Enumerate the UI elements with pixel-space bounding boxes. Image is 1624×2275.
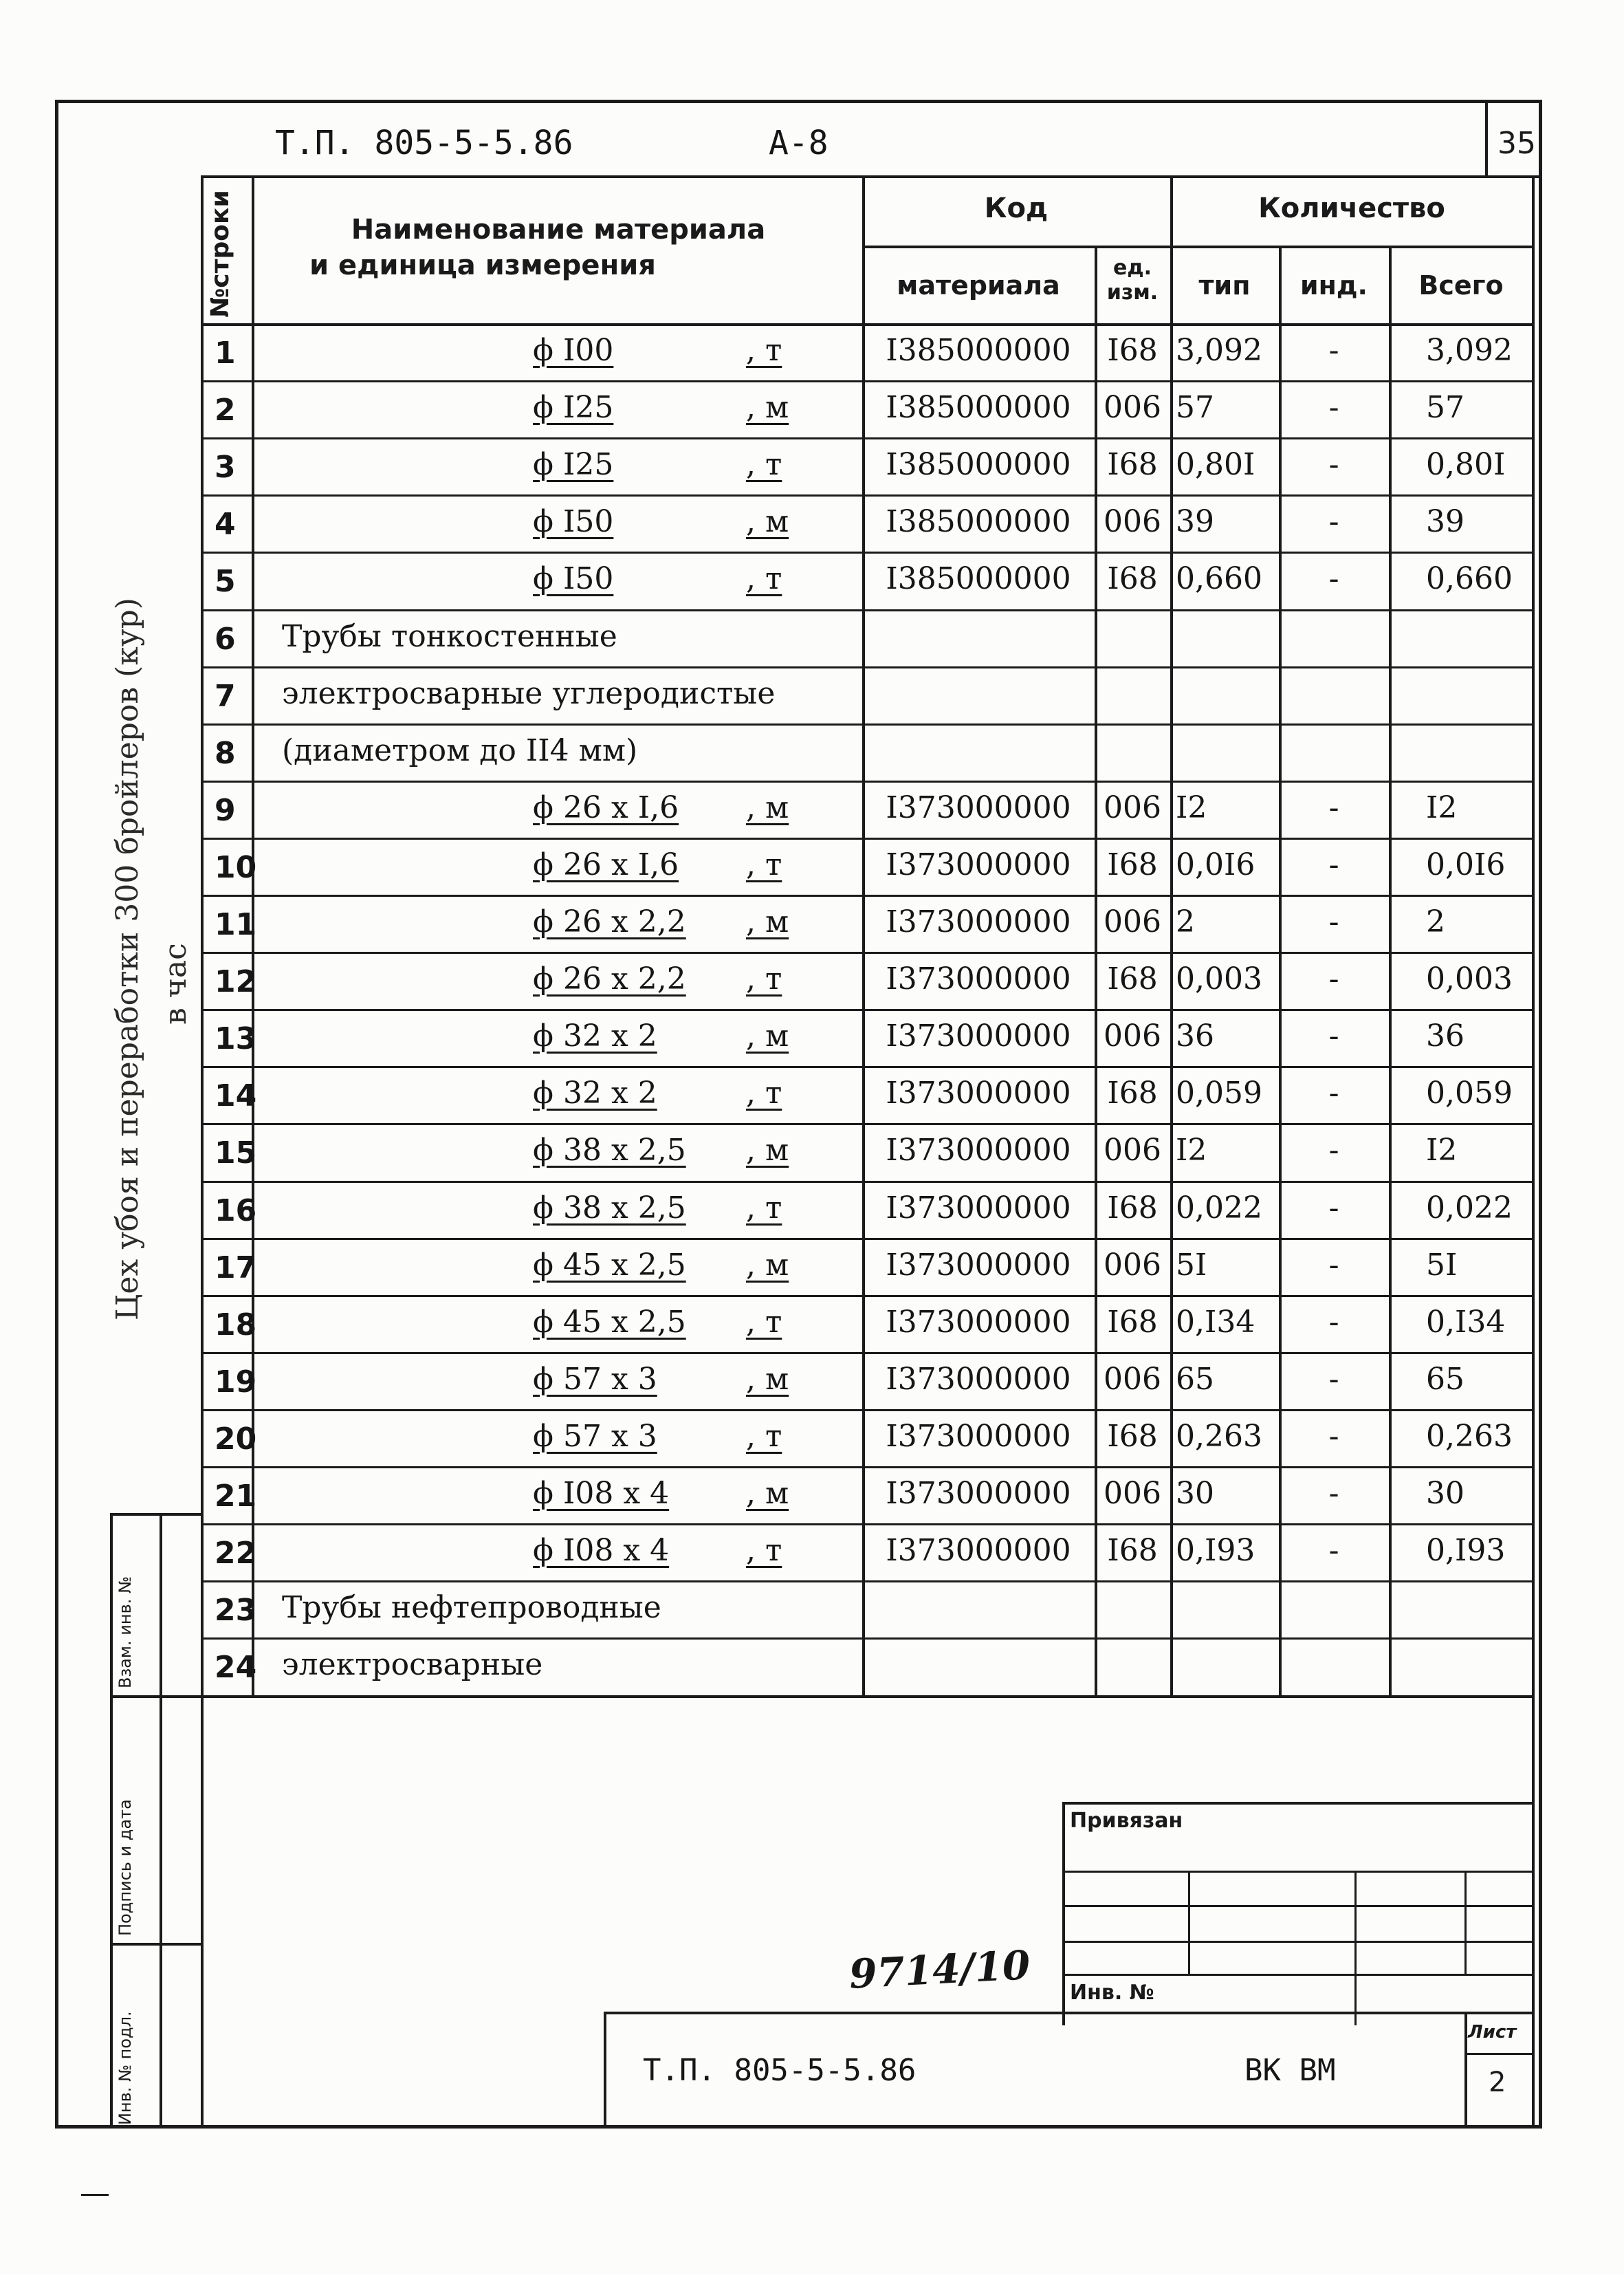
row-line (201, 609, 1533, 611)
row-material-code: I385000000 (886, 561, 1071, 596)
row-heading: Трубы нефтепроводные (282, 1590, 661, 1625)
row-number: 2 (215, 393, 236, 428)
table-top-border (201, 175, 1542, 178)
row-line (201, 1637, 1533, 1640)
row-line (201, 552, 1533, 554)
row-unit-code: I68 (1107, 561, 1158, 596)
row-qty-typ: 65 (1176, 1362, 1214, 1397)
stamp-inv-podl: Инв. № подл. (116, 2011, 135, 2125)
row-unit-code: 006 (1104, 1019, 1161, 1054)
stamp-vzam-inv: Взам. инв. № (116, 1576, 135, 1688)
row-qty-typ: I2 (1176, 790, 1207, 825)
row-line (201, 1295, 1533, 1297)
row-qty-total: 0,059 (1426, 1076, 1513, 1111)
row-unit-code: 006 (1104, 790, 1161, 825)
row-line (201, 723, 1533, 726)
row-unit: , т (746, 1305, 782, 1340)
stamp-strip-right (160, 1513, 162, 2129)
row-qty-ind: - (1328, 447, 1339, 482)
col-header-material: материала (897, 270, 1060, 301)
row-unit: , т (746, 961, 782, 997)
row-qty-total: 65 (1426, 1362, 1464, 1397)
table-right-border (1532, 175, 1535, 2129)
row-name: ϕ I50 (533, 561, 614, 596)
row-number: 21 (215, 1479, 257, 1514)
row-material-code: I373000000 (886, 1533, 1071, 1568)
row-number: 20 (215, 1422, 257, 1457)
col-header-row-no (206, 173, 234, 318)
row-qty-total: 0,80I (1426, 447, 1506, 482)
col-header-name (256, 212, 861, 283)
row-qty-total: 2 (1426, 904, 1445, 939)
row-name: ϕ 38 x 2,5 (533, 1133, 686, 1168)
row-qty-total: I2 (1426, 790, 1458, 825)
header-sub-line (862, 246, 1533, 248)
row-unit-code: 006 (1104, 390, 1161, 425)
sheet-label: Лист (1468, 2022, 1517, 2043)
row-line (201, 1238, 1533, 1240)
row-number: 11 (215, 907, 257, 942)
col-header-unit-code-line2: изм. (1106, 281, 1159, 305)
row-qty-typ: 0,660 (1176, 561, 1262, 596)
row-number: 12 (215, 964, 257, 999)
row-qty-ind: - (1328, 847, 1339, 882)
row-material-code: I373000000 (886, 904, 1071, 939)
row-qty-typ: I2 (1176, 1133, 1207, 1168)
row-line (201, 1181, 1533, 1183)
title-grid-3 (1062, 1941, 1533, 1943)
stamp-div-2 (110, 1943, 201, 1946)
row-material-code: I385000000 (886, 447, 1071, 482)
row-unit-code: 006 (1104, 1476, 1161, 1511)
row-name: ϕ 32 x 2 (533, 1019, 657, 1054)
row-qty-ind: - (1328, 1419, 1339, 1454)
row-name: ϕ 26 x 2,2 (533, 904, 686, 939)
row-heading: Трубы тонкостенные (282, 619, 617, 654)
stamp-strip-left (110, 1513, 113, 2129)
row-number: 17 (215, 1250, 257, 1285)
row-unit-code: 006 (1104, 1362, 1161, 1397)
row-unit: , т (746, 1076, 782, 1111)
row-material-code: I373000000 (886, 1476, 1071, 1511)
row-line (201, 323, 1533, 325)
row-number: 6 (215, 622, 236, 657)
title-grid-v1 (1188, 1871, 1190, 1974)
col-header-typ: тип (1198, 270, 1251, 301)
row-number: 24 (215, 1650, 257, 1685)
row-number: 15 (215, 1135, 257, 1171)
row-line (201, 666, 1533, 668)
row-qty-ind: - (1328, 790, 1339, 825)
row-material-code: I373000000 (886, 1019, 1071, 1054)
row-qty-ind: - (1328, 1476, 1339, 1511)
row-name: ϕ 45 x 2,5 (533, 1305, 686, 1340)
row-number: 22 (215, 1536, 257, 1571)
row-qty-typ: 2 (1176, 904, 1195, 939)
row-qty-ind: - (1328, 333, 1339, 368)
row-line (201, 494, 1533, 497)
col-header-total: Всего (1418, 270, 1504, 301)
row-material-code: I373000000 (886, 1133, 1071, 1168)
row-number: 16 (215, 1193, 257, 1228)
row-line (201, 1123, 1533, 1125)
row-qty-total: 5I (1426, 1248, 1458, 1283)
row-qty-total: 36 (1426, 1019, 1464, 1054)
footer-section: ВК ВМ (1244, 2053, 1336, 2088)
row-unit: , т (746, 1190, 782, 1226)
sheet-number: 2 (1489, 2067, 1506, 2098)
row-heading: электросварные углеродистые (282, 676, 776, 711)
row-number: 1 (215, 336, 236, 371)
title-grid-v2 (1354, 1871, 1357, 2025)
sheet-label-line (1464, 2053, 1533, 2055)
page-number: 35 (1497, 126, 1536, 161)
row-qty-ind: - (1328, 961, 1339, 997)
row-name: ϕ I08 x 4 (533, 1476, 670, 1511)
row-qty-typ: 0,022 (1176, 1190, 1262, 1226)
row-material-code: I373000000 (886, 1190, 1071, 1226)
inv-no-label: Инв. № (1070, 1981, 1154, 2005)
title-grid-2 (1062, 1905, 1533, 1907)
row-qty-typ: 0,I34 (1176, 1305, 1255, 1340)
row-number: 14 (215, 1078, 257, 1113)
row-unit-code: I68 (1107, 447, 1158, 482)
row-unit-code: I68 (1107, 333, 1158, 368)
row-unit: , м (746, 1248, 789, 1283)
row-unit-code: I68 (1107, 1190, 1158, 1226)
row-number: 19 (215, 1364, 257, 1400)
row-qty-ind: - (1328, 1533, 1339, 1568)
row-qty-ind: - (1328, 1248, 1339, 1283)
row-unit: , т (746, 333, 782, 368)
row-unit: , т (746, 561, 782, 596)
row-qty-ind: - (1328, 1076, 1339, 1111)
row-unit-code: I68 (1107, 961, 1158, 997)
row-qty-typ: 0,0I6 (1176, 847, 1255, 882)
row-qty-typ: 36 (1176, 1019, 1214, 1054)
col-header-quantity: Количество (1258, 193, 1445, 224)
row-name: ϕ I50 (533, 504, 614, 539)
stamp-div-1 (110, 1695, 201, 1698)
row-name: ϕ 32 x 2 (533, 1076, 657, 1111)
row-qty-total: 0,I34 (1426, 1305, 1506, 1340)
row-unit-code: I68 (1107, 1533, 1158, 1568)
header-doc-code: Т.П. 805-5-5.86 (275, 124, 573, 162)
col-header-unit-code (1095, 256, 1170, 305)
row-material-code: I373000000 (886, 1419, 1071, 1454)
row-number: 8 (215, 736, 236, 771)
row-name: ϕ 26 x I,6 (533, 847, 679, 882)
row-qty-ind: - (1328, 1305, 1339, 1340)
row-name: ϕ I25 (533, 447, 614, 482)
col-header-row-no-label: №строки (206, 190, 234, 318)
row-material-code: I373000000 (886, 961, 1071, 997)
row-unit-code: 006 (1104, 904, 1161, 939)
col-header-unit-code-line1: ед. (1113, 256, 1152, 280)
row-line (201, 952, 1533, 954)
row-name: ϕ 57 x 3 (533, 1362, 657, 1397)
row-line (201, 380, 1533, 382)
row-material-code: I385000000 (886, 390, 1071, 425)
row-qty-typ: 57 (1176, 390, 1214, 425)
row-unit-code: I68 (1107, 1419, 1158, 1454)
row-qty-ind: - (1328, 1133, 1339, 1168)
title-grid-4 (1062, 1974, 1533, 1976)
row-number: 4 (215, 507, 236, 542)
row-name: ϕ I08 x 4 (533, 1533, 670, 1568)
row-qty-ind: - (1328, 390, 1339, 425)
row-qty-typ: 39 (1176, 504, 1214, 539)
row-line (201, 1466, 1533, 1468)
row-material-code: I373000000 (886, 1362, 1071, 1397)
row-number: 23 (215, 1593, 257, 1628)
row-name: ϕ 38 x 2,5 (533, 1190, 686, 1226)
page-number-divider (1485, 101, 1488, 175)
row-qty-total: 57 (1426, 390, 1464, 425)
row-qty-ind: - (1328, 1019, 1339, 1054)
row-unit-code: 006 (1104, 1133, 1161, 1168)
col-header-ind: инд. (1299, 270, 1368, 301)
row-unit: , м (746, 1019, 789, 1054)
row-qty-total: 0,660 (1426, 561, 1513, 596)
row-line (201, 1523, 1533, 1525)
side-caption-line2: в час (158, 943, 193, 1025)
bottom-margin-mark (81, 2194, 109, 2196)
row-number: 7 (215, 679, 236, 714)
row-unit: , т (746, 847, 782, 882)
row-qty-total: 39 (1426, 504, 1464, 539)
row-qty-typ: 5I (1176, 1248, 1207, 1283)
row-line (201, 1580, 1533, 1582)
col-header-name-line2: и единица измерения (309, 250, 656, 281)
handwritten-number: 9714/10 (848, 1941, 1031, 1998)
row-unit: , м (746, 790, 789, 825)
row-unit: , м (746, 904, 789, 939)
row-unit-code: I68 (1107, 1076, 1158, 1111)
header-album: А-8 (769, 124, 829, 162)
row-name: ϕ 26 x I,6 (533, 790, 679, 825)
row-qty-typ: 3,092 (1176, 333, 1262, 368)
col-line-ind (1389, 246, 1392, 1697)
row-material-code: I373000000 (886, 790, 1071, 825)
row-number: 9 (215, 793, 236, 828)
row-number: 18 (215, 1307, 257, 1342)
row-material-code: I385000000 (886, 333, 1071, 368)
row-qty-total: 0,263 (1426, 1419, 1513, 1454)
row-line (201, 838, 1533, 840)
title-main-left (604, 2012, 606, 2129)
row-material-code: I373000000 (886, 1076, 1071, 1111)
row-heading: (диаметром до II4 мм) (282, 733, 638, 768)
row-number: 10 (215, 850, 257, 885)
row-qty-typ: 0,059 (1176, 1076, 1262, 1111)
row-unit-code: 006 (1104, 1248, 1161, 1283)
row-name: ϕ 57 x 3 (533, 1419, 657, 1454)
row-name: ϕ I25 (533, 390, 614, 425)
row-unit: , т (746, 1533, 782, 1568)
row-unit-code: I68 (1107, 1305, 1158, 1340)
row-material-code: I373000000 (886, 1305, 1071, 1340)
row-number: 3 (215, 450, 236, 485)
row-line (201, 1066, 1533, 1068)
row-qty-ind: - (1328, 1362, 1339, 1397)
row-material-code: I385000000 (886, 504, 1071, 539)
row-number: 5 (215, 564, 236, 599)
row-line (201, 1009, 1533, 1011)
row-qty-typ: 0,I93 (1176, 1533, 1255, 1568)
col-line-code (1170, 175, 1173, 1697)
table-bottom-line (201, 1695, 1533, 1698)
row-qty-typ: 30 (1176, 1476, 1214, 1511)
row-unit: , т (746, 1419, 782, 1454)
row-name: ϕ I00 (533, 333, 614, 368)
title-grid-v3 (1464, 1871, 1467, 1974)
row-line (201, 1409, 1533, 1411)
row-unit: , т (746, 447, 782, 482)
row-qty-total: 30 (1426, 1476, 1464, 1511)
row-qty-typ: 0,80I (1176, 447, 1255, 482)
row-name: ϕ 45 x 2,5 (533, 1248, 686, 1283)
row-qty-typ: 0,003 (1176, 961, 1262, 997)
row-qty-total: 3,092 (1426, 333, 1513, 368)
row-unit: , м (746, 1476, 789, 1511)
row-unit-code: I68 (1107, 847, 1158, 882)
title-sheet-divider (1464, 2012, 1467, 2129)
title-grid-1 (1062, 1871, 1533, 1873)
row-material-code: I373000000 (886, 1248, 1071, 1283)
row-qty-ind: - (1328, 1190, 1339, 1226)
title-block-top (1062, 1802, 1533, 1805)
row-line (201, 781, 1533, 783)
privyazan-label: Привязан (1070, 1809, 1183, 1833)
row-material-code: I373000000 (886, 847, 1071, 882)
row-unit: , м (746, 390, 789, 425)
row-unit-code: 006 (1104, 504, 1161, 539)
row-qty-ind: - (1328, 904, 1339, 939)
title-main-top (604, 2012, 1533, 2014)
col-header-code: Код (984, 193, 1049, 224)
stamp-podpis-data: Подпись и дата (116, 1799, 135, 1936)
row-unit: , м (746, 504, 789, 539)
row-line (201, 895, 1533, 897)
title-block-left (1062, 1802, 1065, 2025)
row-qty-ind: - (1328, 561, 1339, 596)
row-line (201, 437, 1533, 439)
row-qty-ind: - (1328, 504, 1339, 539)
row-qty-total: I2 (1426, 1133, 1458, 1168)
row-name: ϕ 26 x 2,2 (533, 961, 686, 997)
row-qty-total: 0,0I6 (1426, 847, 1506, 882)
row-qty-typ: 0,263 (1176, 1419, 1262, 1454)
row-number: 13 (215, 1021, 257, 1056)
footer-doc-code: Т.П. 805-5-5.86 (643, 2053, 917, 2088)
side-caption-line1: Цех убоя и переработки 300 бройлеров (кур) (110, 598, 145, 1320)
row-qty-total: 0,I93 (1426, 1533, 1506, 1568)
row-qty-total: 0,022 (1426, 1190, 1513, 1226)
row-unit: , м (746, 1133, 789, 1168)
col-header-name-line1: Наименование материала (351, 214, 766, 246)
row-line (201, 1352, 1533, 1354)
stamp-strip-top (110, 1513, 201, 1516)
table-left-border (201, 175, 204, 2129)
row-heading: электросварные (282, 1647, 543, 1682)
row-qty-total: 0,003 (1426, 961, 1513, 997)
row-unit: , м (746, 1362, 789, 1397)
